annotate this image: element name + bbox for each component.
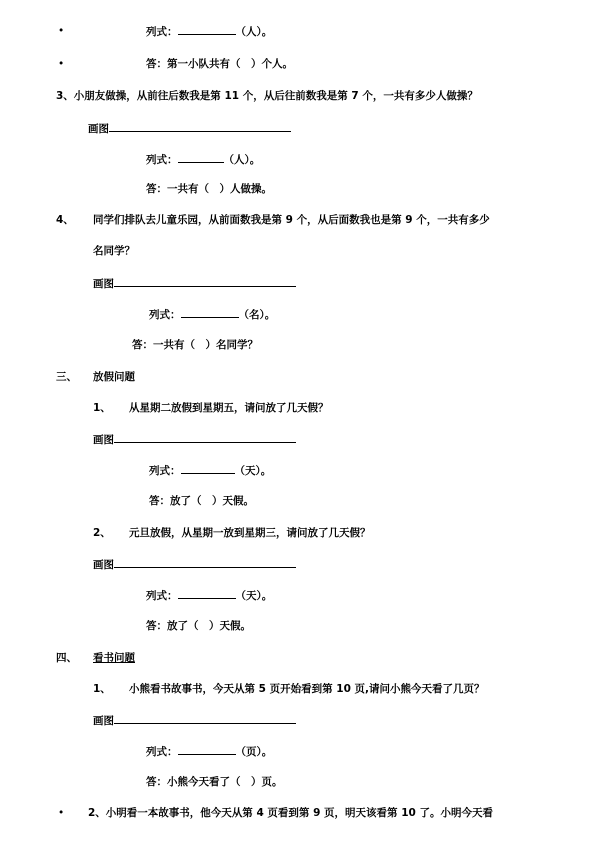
answer-line: 答：第一小队共有（ ）个人。 xyxy=(146,58,293,70)
draw-line xyxy=(88,120,291,137)
problem-2-number: 2、 xyxy=(93,527,111,539)
answer-blank[interactable] xyxy=(178,743,236,755)
bullet: • xyxy=(58,25,65,37)
draw-line xyxy=(93,556,296,573)
drawing-blank[interactable] xyxy=(114,556,296,568)
answer-blank[interactable] xyxy=(178,23,236,35)
answer-blank[interactable] xyxy=(181,306,239,318)
drawing-blank[interactable] xyxy=(114,431,296,443)
answer-line: 答：小熊今天看了（ ）页。 xyxy=(146,776,283,788)
problem-2-text: 2、小明看一本故事书，他今天从第 4 页看到第 9 页，明天该看第 10 了。小明今天看 xyxy=(88,807,493,819)
formula-suffix: （天）。 xyxy=(235,590,273,602)
bullet: • xyxy=(58,807,65,819)
formula-line xyxy=(146,743,272,760)
formula-line xyxy=(149,462,271,479)
question-4-number: 4、 xyxy=(56,214,74,226)
draw-label: 画图 xyxy=(93,434,114,446)
problem-1-number: 1、 xyxy=(93,683,111,695)
section-4-number: 四、 xyxy=(56,652,77,664)
formula-prefix: 列式： xyxy=(146,26,178,38)
problem-2-text: 元旦放假，从星期一放到星期三，请问放了几天假？ xyxy=(129,527,371,539)
section-3-number: 三、 xyxy=(56,371,77,383)
formula-prefix: 列式： xyxy=(149,465,181,477)
answer-blank[interactable] xyxy=(178,587,236,599)
answer-blank[interactable] xyxy=(178,151,224,163)
formula-prefix: 列式： xyxy=(146,590,178,602)
answer-blank[interactable] xyxy=(181,462,235,474)
draw-label: 画图 xyxy=(93,559,114,571)
formula-prefix: 列式： xyxy=(149,309,181,321)
draw-label: 画图 xyxy=(93,715,114,727)
formula-suffix: （人）。 xyxy=(235,26,273,38)
formula-suffix: （天）。 xyxy=(234,465,272,477)
bullet: • xyxy=(58,58,65,70)
drawing-blank[interactable] xyxy=(109,120,291,132)
question-4-text: 同学们排队去儿童乐园，从前面数我是第 9 个，从后面数我也是第 9 个，一共有多少 xyxy=(93,214,490,226)
formula-prefix: 列式： xyxy=(146,154,178,166)
section-3-title: 放假问题 xyxy=(93,371,135,383)
formula-suffix: （页）。 xyxy=(235,746,273,758)
problem-1-number: 1、 xyxy=(93,402,111,414)
section-4-title: 看书问题 xyxy=(93,652,135,664)
problem-1-text: 小熊看书故事书，今天从第 5 页开始看到第 10 页,请问小熊今天看了几页？ xyxy=(129,683,485,695)
formula-line xyxy=(146,151,260,168)
question-4-text-cont: 名同学？ xyxy=(93,245,135,257)
formula-suffix: （人）。 xyxy=(223,154,261,166)
formula-line xyxy=(146,23,272,40)
formula-suffix: （名）。 xyxy=(238,309,276,321)
draw-line xyxy=(93,431,296,448)
draw-line xyxy=(93,275,296,292)
formula-line xyxy=(146,587,272,604)
drawing-blank[interactable] xyxy=(114,275,296,287)
answer-line: 答：一共有（ ）人做操。 xyxy=(146,183,272,195)
formula-line xyxy=(149,306,275,323)
problem-1-text: 从星期二放假到星期五，请问放了几天假？ xyxy=(129,402,329,414)
question-3-text: 3、小朋友做操，从前往后数我是第 11 个，从后往前数我是第 7 个，一共有多少人做操？ xyxy=(56,90,478,102)
answer-line: 答：放了（ ）天假。 xyxy=(149,495,254,507)
answer-line: 答：放了（ ）天假。 xyxy=(146,620,251,632)
drawing-blank[interactable] xyxy=(114,712,296,724)
draw-label: 画图 xyxy=(88,123,109,135)
draw-line xyxy=(93,712,296,729)
draw-label: 画图 xyxy=(93,278,114,290)
answer-line: 答：一共有（ ）名同学？ xyxy=(132,339,258,351)
formula-prefix: 列式： xyxy=(146,746,178,758)
